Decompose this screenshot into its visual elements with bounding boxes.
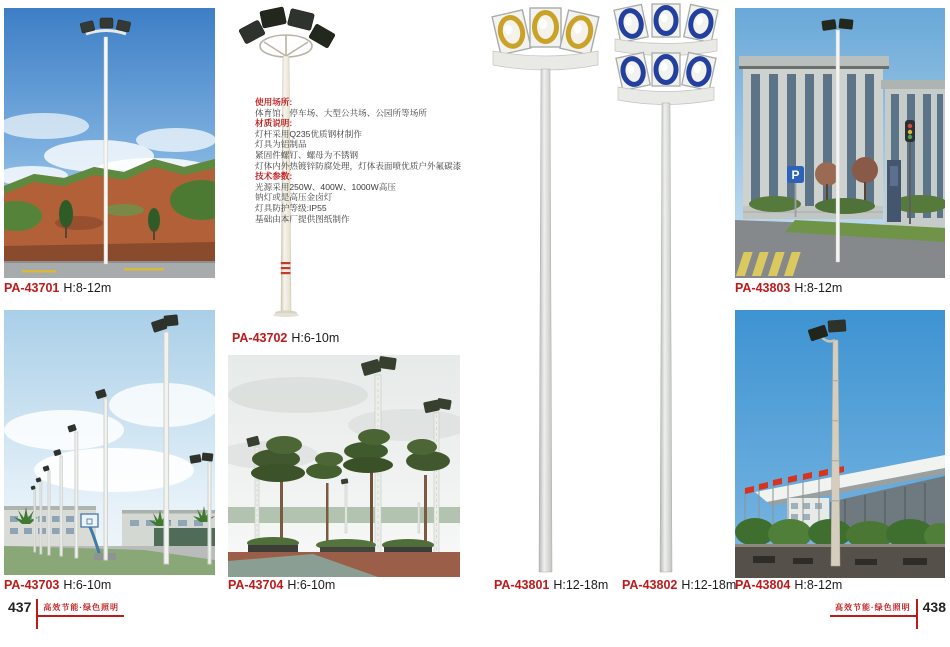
photo-pa-43803: [735, 8, 945, 278]
red-stripes: [281, 262, 291, 274]
product-model: PA-43802: [622, 578, 678, 592]
product-model: PA-43702: [232, 331, 288, 345]
info-line: 钠灯或是高压金卤灯: [255, 192, 333, 203]
caption-pa-43802: [622, 578, 736, 592]
product-height: H:6-10m: [63, 578, 112, 592]
gold-ring-lamps: [498, 13, 594, 49]
caption-pa-43702: [232, 331, 339, 345]
info-line: 体育馆、停车场、大型公共场、公园所等场所: [255, 107, 427, 118]
photo-pa-43801: [488, 5, 603, 575]
footer-left: [8, 599, 124, 629]
six-blue-ring-lamp-pole-illustration: [612, 3, 720, 575]
product-model: PA-43803: [735, 281, 791, 295]
info-heading: 技术参数:: [255, 171, 293, 182]
kiosk-panel: [890, 166, 898, 186]
road: [4, 261, 215, 278]
lamp-crossbar: [493, 51, 598, 70]
caption-pa-43703: [4, 578, 111, 592]
photo-pa-43802: [612, 3, 720, 575]
product-height: H:12-18m: [553, 578, 609, 592]
convention-center-plaza-pole-illustration: [735, 310, 945, 578]
lamp-crossbar-bottom: [618, 87, 714, 105]
pole: [539, 69, 552, 572]
product-height: H:8-12m: [794, 578, 843, 592]
office-building-floodlight-pole-illustration: [735, 8, 945, 278]
park-plaza-lattice-poles-illustration: [228, 355, 460, 577]
product-height: H:8-12m: [794, 281, 843, 295]
floodlights: [239, 7, 336, 49]
info-line: 光源采用250W、400W、1000W高压: [255, 181, 396, 192]
caption-pa-43801: [494, 578, 608, 592]
caption-pa-43804: [735, 578, 842, 592]
info-line: 灯杆采用Q235优质钢材制作: [255, 128, 362, 139]
info-line: 灯体内外热镀锌防腐处理，灯体表面喷优质户外氟碳漆: [255, 160, 462, 171]
blue-ring-lamps-top: [619, 8, 714, 39]
footer-right: [830, 599, 946, 629]
pole: [660, 103, 672, 572]
info-line: 紧固件螺钉、螺母为不锈钢: [255, 149, 359, 160]
info-line: 灯具防护等级:IP55: [255, 202, 327, 213]
page-number-right: 438: [922, 599, 946, 615]
product-model: PA-43701: [4, 281, 60, 295]
pole-base: [273, 310, 299, 317]
floodlight-pole-red-hill-illustration: [4, 8, 215, 278]
product-height: H:6-10m: [291, 331, 340, 345]
footer-slogan-right: 高效节能·绿色照明: [830, 599, 916, 617]
photo-pa-43701: [4, 8, 215, 278]
caption-pa-43701: [4, 281, 111, 295]
caption-pa-43803: [735, 281, 842, 295]
info-line: 灯具为铝制品: [255, 139, 307, 150]
info-line: 基础由本厂提供图纸制作: [255, 213, 350, 224]
photo-pa-43804: [735, 310, 945, 578]
product-height: H:6-10m: [287, 578, 336, 592]
page-number-left: 437: [8, 599, 32, 615]
svg-text:P: P: [791, 168, 800, 182]
product-model: PA-43703: [4, 578, 60, 592]
photo-pa-43703: [4, 310, 215, 575]
product-height: H:12-18m: [681, 578, 737, 592]
product-height: H:8-12m: [63, 281, 112, 295]
blue-ring-lamps-bottom: [621, 57, 712, 87]
product-model: PA-43801: [494, 578, 550, 592]
product-model: PA-43704: [228, 578, 284, 592]
footer-slogan-left: 高效节能·绿色照明: [38, 599, 124, 617]
info-heading: 使用场所:: [255, 97, 293, 107]
product-model: PA-43804: [735, 578, 791, 592]
photo-pa-43704: [228, 355, 460, 577]
info-heading: 材质说明:: [255, 118, 293, 129]
product-spec-text: [255, 97, 473, 224]
caption-pa-43704: [228, 578, 335, 592]
planters: [247, 537, 434, 554]
main-building: [739, 56, 889, 219]
three-gold-ring-lamp-pole-illustration: [488, 5, 603, 575]
road: [735, 220, 945, 278]
lamp-ring-frame: [260, 35, 312, 57]
basketball-court-pole-row-illustration: [4, 310, 215, 575]
